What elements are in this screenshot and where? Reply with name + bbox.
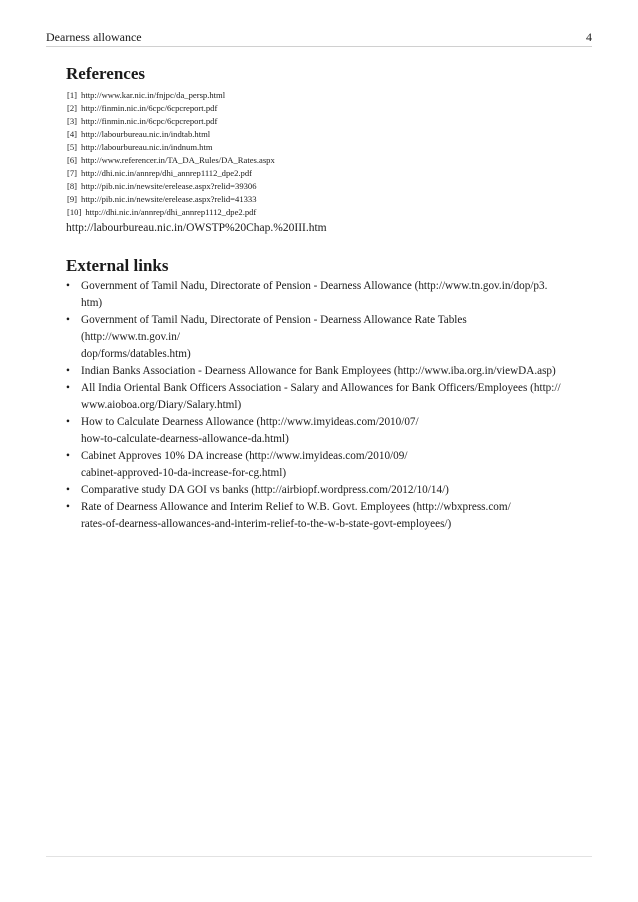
reference-number: [5]: [67, 142, 78, 152]
external-link-text[interactable]: How to Calculate Dearness Allowance (http://www.imyideas.com/2010/07/: [81, 416, 419, 428]
header-title: Dearness allowance: [46, 30, 142, 44]
bullet-icon: •: [66, 501, 70, 513]
reference-number: [3]: [67, 116, 78, 126]
external-link-item[interactable]: [66, 363, 566, 380]
external-link-text[interactable]: Indian Banks Association - Dearness Allowance for Bank Employees (http://www.iba.org.in/viewDA.asp): [81, 365, 556, 377]
external-links-list: [66, 278, 566, 533]
reference-link[interactable]: http://www.kar.nic.in/fnjpc/da_persp.html: [81, 90, 226, 100]
bullet-icon: •: [66, 280, 70, 292]
page-number: 4: [586, 30, 592, 44]
external-link-text[interactable]: Cabinet Approves 10% DA increase (http://www.imyideas.com/2010/09/: [81, 450, 408, 462]
reference-item[interactable]: [67, 141, 275, 154]
reference-item[interactable]: [67, 89, 275, 102]
reference-link[interactable]: http://finmin.nic.in/6cpc/6cpcreport.pdf: [81, 116, 218, 126]
external-link-item[interactable]: [66, 482, 566, 499]
external-link-item[interactable]: [66, 499, 566, 533]
external-link-text[interactable]: Government of Tamil Nadu, Directorate of Pension - Dearness Allowance Rate Tables (http://www.tn.gov.in/: [81, 314, 467, 343]
bullet-icon: •: [66, 365, 70, 377]
external-links-heading: External links: [66, 256, 169, 275]
bullet-icon: •: [66, 484, 70, 496]
external-link-text[interactable]: Rate of Dearness Allowance and Interim Relief to W.B. Govt. Employees (http://wbxpress.com/: [81, 501, 511, 513]
reference-number: [9]: [67, 194, 78, 204]
reference-number: [7]: [67, 168, 78, 178]
reference-number: [10]: [67, 207, 82, 217]
reference-number: [1]: [67, 90, 78, 100]
bullet-icon: •: [66, 382, 70, 394]
page-header: [46, 30, 592, 47]
external-link-text[interactable]: Comparative study DA GOI vs banks (http://airbiopf.wordpress.com/2012/10/14/): [81, 484, 449, 496]
extra-reference-link[interactable]: http://labourbureau.nic.in/OWSTP%20Chap.%20III.htm: [66, 222, 327, 234]
external-link-item[interactable]: [66, 312, 566, 363]
external-link-text-continued[interactable]: rates-of-dearness-allowances-and-interim-relief-to-the-w-b-state-govt-employees/): [81, 518, 452, 530]
external-link-text-continued[interactable]: www.aioboa.org/Diary/Salary.html): [81, 399, 242, 411]
reference-link[interactable]: http://pib.nic.in/newsite/erelease.aspx?relid=39306: [81, 181, 257, 191]
reference-item[interactable]: [67, 102, 275, 115]
reference-item[interactable]: [67, 115, 275, 128]
reference-link[interactable]: http://labourbureau.nic.in/indnum.htm: [81, 142, 213, 152]
external-link-text-continued[interactable]: htm): [81, 297, 103, 309]
references-heading: References: [66, 64, 145, 83]
reference-link[interactable]: http://pib.nic.in/newsite/erelease.aspx?relid=41333: [81, 194, 257, 204]
external-link-text-continued[interactable]: how-to-calculate-dearness-allowance-da.html): [81, 433, 289, 445]
reference-number: [4]: [67, 129, 78, 139]
external-link-item[interactable]: [66, 380, 566, 414]
reference-link[interactable]: http://www.referencer.in/TA_DA_Rules/DA_Rates.aspx: [81, 155, 275, 165]
reference-item[interactable]: [67, 180, 275, 193]
external-link-text-continued[interactable]: dop/forms/datables.htm): [81, 348, 191, 360]
bullet-icon: •: [66, 416, 70, 428]
reference-item[interactable]: [67, 167, 275, 180]
reference-number: [8]: [67, 181, 78, 191]
external-link-item[interactable]: [66, 278, 566, 312]
reference-link[interactable]: http://dhi.nic.in/annrep/dhi_annrep1112_dpe2.pdf: [85, 207, 257, 217]
bullet-icon: •: [66, 314, 70, 326]
reference-item[interactable]: [67, 206, 275, 219]
footer-divider: [46, 856, 592, 857]
reference-item[interactable]: [67, 193, 275, 206]
reference-link[interactable]: http://dhi.nic.in/annrep/dhi_annrep1112_dpe2.pdf: [81, 168, 252, 178]
reference-number: [6]: [67, 155, 78, 165]
external-link-text[interactable]: All India Oriental Bank Officers Association - Salary and Allowances for Bank Officers/Employees (http://: [81, 382, 561, 394]
external-link-text-continued[interactable]: cabinet-approved-10-da-increase-for-cg.html): [81, 467, 287, 479]
external-link-text[interactable]: Government of Tamil Nadu, Directorate of Pension - Dearness Allowance (http://www.tn.gov.in/dop/p3.: [81, 280, 548, 292]
external-link-item[interactable]: [66, 414, 566, 448]
reference-item[interactable]: [67, 128, 275, 141]
reference-item[interactable]: [67, 154, 275, 167]
reference-number: [2]: [67, 103, 78, 113]
bullet-icon: •: [66, 450, 70, 462]
reference-link[interactable]: http://labourbureau.nic.in/indtab.html: [81, 129, 211, 139]
reference-link[interactable]: http://finmin.nic.in/6cpc/6cpcreport.pdf: [81, 103, 218, 113]
external-link-item[interactable]: [66, 448, 566, 482]
references-list: [67, 89, 275, 219]
